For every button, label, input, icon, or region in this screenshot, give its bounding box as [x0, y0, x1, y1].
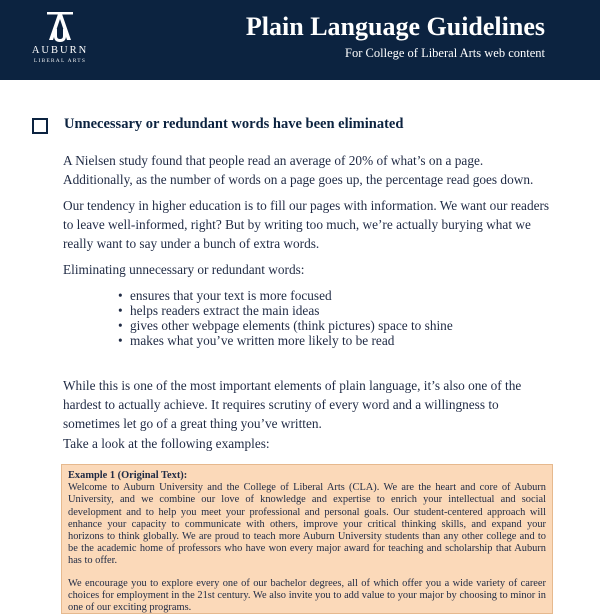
- example-box: [61, 464, 553, 614]
- benefits-list: [118, 288, 453, 348]
- checklist-checkbox[interactable]: [32, 118, 48, 134]
- page-header: [0, 0, 600, 80]
- example-paragraph: We encourage you to explore every one of our bachelor degrees, all of which offer you a wide variety of career choices for employment in the 21st century. We also invite you to add value to your major by choosing to minor in one of our exciting programs.: [68, 577, 546, 614]
- example-title: Example 1 (Original Text):: [68, 470, 188, 481]
- page-title: Plain Language Guidelines: [245, 12, 545, 41]
- list-item: • ensures that your text is more focused: [118, 288, 453, 303]
- section-heading-row: [32, 116, 572, 136]
- auburn-logo: [22, 10, 98, 64]
- paragraph-importance: While this is one of the most important elements of plain language, it’s also one of the hardest to actually achieve. It requires scrutiny of every word and a willingness to sometimes let go of a great thing you’ve written.: [63, 378, 522, 431]
- paragraph-tendency: Our tendency in higher education is to fill our pages with information. We want our readers to leave well-informed, right? But by writing too much, we’re actually burying what we really want to say under a bunch of extra words.: [63, 198, 550, 251]
- paragraph-examples-intro: Take a look at the following examples:: [63, 436, 270, 451]
- logo-wordmark: AUBURN: [31, 45, 89, 56]
- page-subtitle: For College of Liberal Arts web content: [345, 46, 545, 60]
- list-item: • gives other webpage elements (think pictures) space to shine: [118, 318, 453, 333]
- au-monogram-icon: [45, 10, 75, 44]
- list-item: • helps readers extract the main ideas: [118, 303, 453, 318]
- paragraph-eliminating-intro: Eliminating unnecessary or redundant words:: [63, 262, 305, 277]
- list-item: • makes what you’ve written more likely to be read: [118, 333, 453, 348]
- logo-subtitle: LIBERAL ARTS: [33, 58, 87, 64]
- example-paragraph: Welcome to Auburn University and the College of Liberal Arts (CLA). We are the heart and core of Auburn University, and we combine our love of knowledge and expertise to enrich your intellectual and social development and to help you meet your professional and personal goals. Our student-centered approach will enhance your capacity to communicate with others, improve your critical thinking skills, and expand your horizons to think globally. We are proud to teach more Auburn University students than any other college and to be the academic home of professors who have won every major award for teaching and scholarship that Auburn has to offer.: [68, 482, 546, 567]
- section-heading: Unnecessary or redundant words have been eliminated: [64, 116, 404, 132]
- paragraph-nielsen: A Nielsen study found that people read an average of 20% of what’s on a page. Additionally, as the number of words on a page goes up, the percentage read goes down.: [63, 153, 534, 187]
